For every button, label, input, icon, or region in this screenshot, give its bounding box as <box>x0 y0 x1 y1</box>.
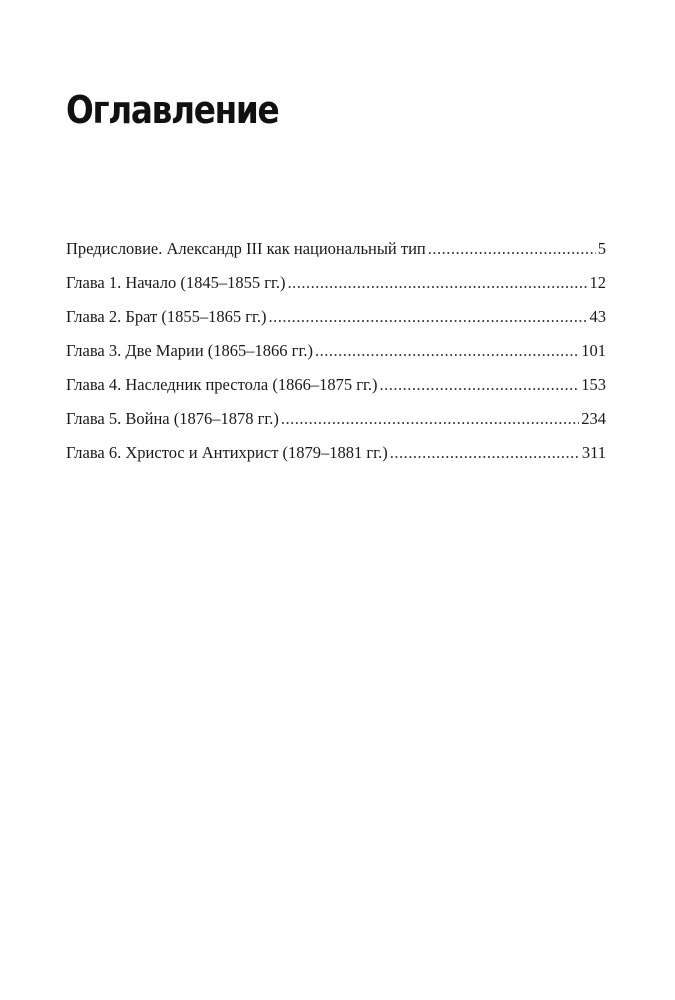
toc-entry-label: Глава 6. Христос и Антихрист (1879–1881 гг.) <box>66 443 388 462</box>
toc-entry-label: Глава 4. Наследник престола (1866–1875 гг.) <box>66 375 378 394</box>
toc-page-number: 153 <box>581 375 606 394</box>
toc-page-number: 311 <box>581 443 606 462</box>
dot-leader <box>380 368 580 402</box>
dot-leader <box>315 334 579 368</box>
toc-entry-label: Глава 3. Две Марии (1865–1866 гг.) <box>66 341 313 360</box>
dot-leader <box>269 300 588 334</box>
toc-entry[interactable] <box>66 266 606 300</box>
dot-leader <box>288 266 588 300</box>
toc-page-number: 12 <box>589 273 606 292</box>
toc-page-number: 5 <box>597 239 606 258</box>
toc-entry[interactable] <box>66 232 606 266</box>
toc-entry[interactable] <box>66 300 606 334</box>
toc-page-number: 234 <box>581 409 606 428</box>
table-of-contents <box>66 232 606 470</box>
toc-entry[interactable] <box>66 402 606 436</box>
toc-entry-label: Глава 1. Начало (1845–1855 гг.) <box>66 273 286 292</box>
toc-entry-label: Глава 5. Война (1876–1878 гг.) <box>66 409 279 428</box>
dot-leader <box>390 436 580 470</box>
dot-leader <box>281 402 579 436</box>
toc-entry[interactable] <box>66 368 606 402</box>
toc-entry-label: Глава 2. Брат (1855–1865 гг.) <box>66 307 267 326</box>
toc-page-number: 101 <box>581 341 606 360</box>
dot-leader <box>428 232 596 266</box>
toc-entry-label: Предисловие. Александр III как национальный тип <box>66 239 426 258</box>
page-title: Оглавление <box>66 88 279 132</box>
toc-entry[interactable] <box>66 334 606 368</box>
toc-entry[interactable] <box>66 436 606 470</box>
toc-page-number: 43 <box>589 307 606 326</box>
